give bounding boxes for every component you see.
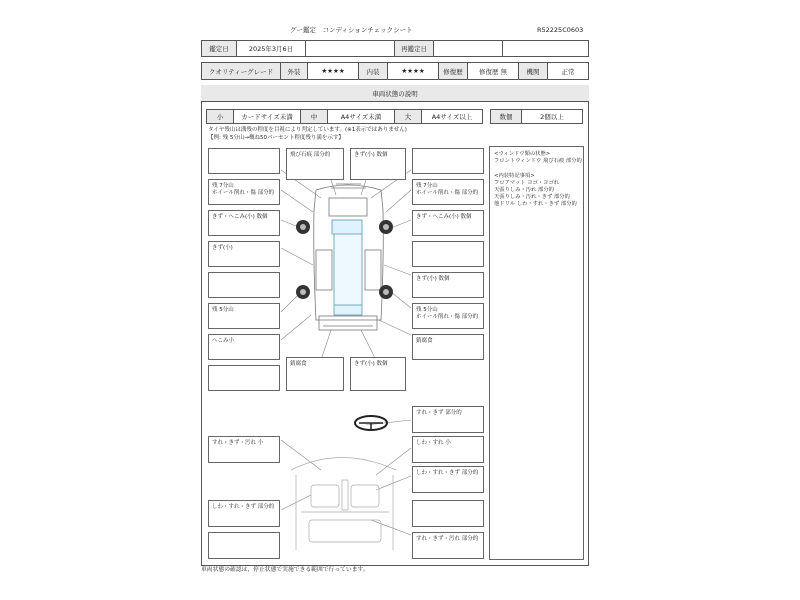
exterior-note-box: きず・へこみ(小) 数個: [208, 210, 280, 236]
size-small-label: 小: [206, 109, 234, 124]
exterior-note-box: 錆腐食: [286, 357, 344, 391]
interior-label: 内装: [358, 62, 388, 80]
appraisal-date-value: 2025年3月6日: [236, 40, 306, 57]
interior-note-box: しわ・すれ 小: [412, 436, 484, 463]
interior-note-box: しわ・すれ・きず 部分的: [208, 500, 280, 527]
engine-label: 機関: [518, 62, 548, 80]
exterior-note-box: [208, 148, 280, 174]
sheet-title: グー鑑定 コンディションチェックシート: [290, 26, 413, 34]
interior-note-box: すれ・きず 部分的: [412, 406, 484, 433]
interior-note-box: すれ・きず・汚れ 小: [208, 436, 280, 463]
size-medium-desc: A4サイズ未満: [327, 109, 395, 124]
interior-note-box: [208, 532, 280, 559]
interior-rating: ★★★★: [387, 62, 439, 80]
exterior-note-box: 残 7分山 ホイール削れ・傷 部分的: [208, 179, 280, 205]
window-line: フロントウィンドウ 飛び石痕 部分的: [494, 158, 582, 164]
exterior-note-box: [208, 272, 280, 298]
exterior-rating: ★★★★: [307, 62, 359, 80]
exterior-note-box: [412, 241, 484, 267]
exterior-note-box: 残 5分山 ホイール削れ・傷 部分的: [412, 303, 484, 329]
exterior-note-box: へこみ小: [208, 334, 280, 360]
sheet-code: R52225C0603: [537, 26, 584, 34]
reappraisal-date-label: 再鑑定日: [394, 40, 434, 57]
exterior-note-box: 錆腐食: [412, 334, 484, 360]
exterior-note-box: きず(小) 数個: [412, 272, 484, 298]
count-label: 数個: [490, 109, 522, 124]
size-small-desc: カードサイズ未満: [233, 109, 301, 124]
exterior-note-box: きず(小) 数個: [350, 148, 406, 180]
reappraisal-date-blank: [502, 40, 589, 57]
remarks-box: [489, 146, 584, 560]
exterior-note-box: きず(小): [208, 241, 280, 267]
interior-line: 天張りしみ・汚れ・きず 部分的: [494, 194, 570, 200]
exterior-note-box: きず・へこみ(小) 数個: [412, 210, 484, 236]
size-medium-label: 中: [300, 109, 328, 124]
interior-title: <内装特記事項>: [494, 173, 535, 179]
reappraisal-date-value: [433, 40, 503, 57]
repair-history-value: 修復歴 無: [467, 62, 519, 80]
interior-note-box: しわ・すれ・きず 部分的: [412, 466, 484, 493]
engine-value: 正常: [547, 62, 589, 80]
exterior-note-box: 残 7分山 ホイール削れ・傷 部分的: [412, 179, 484, 205]
interior-line: フロアマット ヨゴ・ヨゴれ: [494, 180, 560, 186]
window-title: <ウィンドウ類の状態>: [494, 151, 551, 157]
appraisal-date-label: 鑑定日: [201, 40, 237, 57]
interior-note-box: [412, 500, 484, 527]
exterior-label: 外装: [280, 62, 308, 80]
exterior-note-box: [412, 148, 484, 174]
exterior-note-box: きず(小) 数個: [350, 357, 406, 391]
footer-note: 車両状態の確認は、停止状態で実施できる範囲で行っています。: [201, 567, 369, 573]
exterior-note-box: [208, 365, 280, 391]
exterior-note-box: 残 5分山: [208, 303, 280, 329]
repair-history-label: 修復歴: [438, 62, 468, 80]
size-large-label: 大: [394, 109, 422, 124]
interior-line: 天張りしみ・汚れ 部分的: [494, 187, 554, 193]
exterior-note-box: 飛び石痕 部分的: [286, 148, 344, 180]
size-large-desc: A4サイズ以上: [421, 109, 483, 124]
appraisal-date-blank: [305, 40, 395, 57]
interior-line: 他ドリル しわ・すれ・きず 部分的: [494, 201, 577, 207]
quality-grade-label: クオリティーグレード: [201, 62, 281, 80]
count-desc: 2個以上: [521, 109, 583, 124]
section-title: 車両状態の説明: [201, 85, 589, 102]
tire-note-line1: タイヤ残山は溝残の程度を目視により判定しています。(※1表示ではありません): [208, 127, 407, 133]
interior-note-box: すれ・きず・汚れ 部分的: [412, 532, 484, 559]
tire-note-line2: 【例: 残 5分山→概ね50パーセント程度残り満を示す】: [208, 135, 344, 141]
